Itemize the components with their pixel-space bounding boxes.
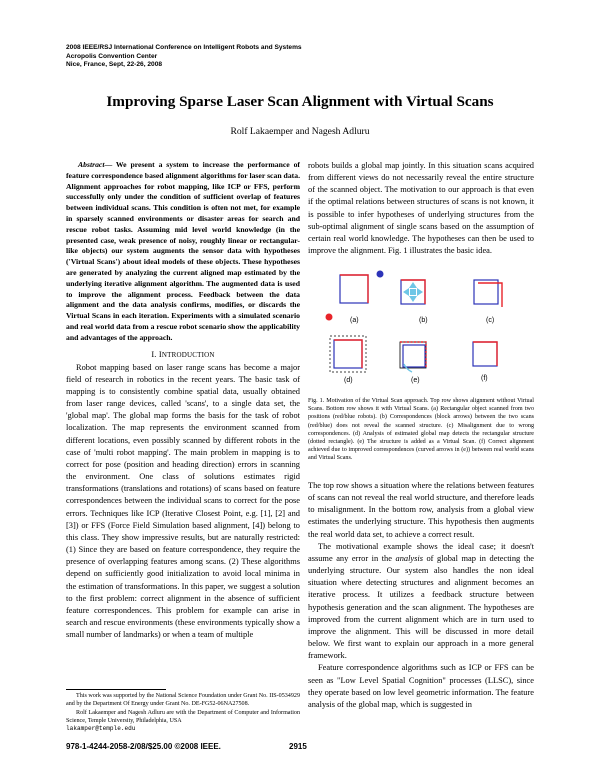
label-e: (e) (411, 377, 420, 384)
red-scan-lines-a (340, 275, 368, 303)
arrow-left-icon (403, 288, 409, 296)
blue-scan-square-d (334, 340, 362, 368)
panel-d (330, 336, 366, 384)
author-email: lakamper@temple.edu (66, 725, 136, 733)
blue-scan-square-f (473, 342, 497, 366)
section-title-rest: NTRODUCTION (161, 350, 215, 359)
label-c: (c) (486, 317, 495, 324)
footnote-rule (66, 689, 166, 690)
label-a: (a) (350, 317, 359, 324)
label-f: (f) (481, 375, 488, 382)
right-paragraph-4: Feature correspondence algorithms such as ICP or FFS can be seen as "Low Level Spatial Cognition" processes (LLSC), since they operate based on low level geometric information. The feature analysis of the global map, which is suggested in (308, 663, 534, 709)
paper-authors: Rolf Lakaemper and Nagesh Adluru (230, 126, 370, 137)
p3-end: of global map in detecting the underlying structure. Our system also handles the non ideal situation where detecting structures and alignment becomes an iterative process. It utilizes a feedback structure between hypothesis generation and the scan alignment. The hypotheses are improved from the current alignment which are in turn used to improve the alignment. This will be discussed in more detail below. We first want to explain our approach in a more general framework. (308, 553, 534, 661)
section-numeral: I. (151, 349, 157, 359)
section-heading-introduction (66, 349, 300, 361)
panel-f (473, 342, 497, 382)
red-robot-a (326, 314, 333, 321)
p3-emphasis: analysis (395, 553, 423, 563)
right-paragraph-2: The top row shows a situation where the relations between features of scans can not reveal the real world structure, and therefore leads to misalignment. In the bottom row, analysis from a global view estimates the underlying structure. This hypothesis then augments the real world data set, to achieve a correct result. (308, 481, 534, 539)
page-number: 2915 (289, 742, 307, 751)
conference-header (66, 44, 302, 70)
conference-name: 2008 IEEE/RSJ International Conference on Intelligent Robots and Systems (66, 44, 302, 51)
right-paragraph-1: robots builds a global map jointly. In this situation scans acquired from different views do not necessarily reveal the entire structure of the scanned object. The motivation to our approach is that even if the optimal relations between structures of scans is not known, it is possible to infer hypotheses of underlying structures from the sub-optimal alignment of single scans based on the assumption of certain real world knowledge. The hypotheses can then be used to improve the alignment. Fig. 1 illustrates the basic idea. (308, 161, 534, 256)
panel-b (401, 280, 428, 324)
left-column (66, 160, 300, 641)
panel-e (400, 342, 426, 384)
label-d: (d) (344, 377, 353, 384)
intro-paragraph: Robot mapping based on laser range scans has become a major field of research in robotics in the recent years. The basic task of mapping is to consistently combine spatial data, usually obtained from laser range devices, called 'scans', to a single data set, the 'global map'. The global map forms the basis for the task of robot localization. The map represents the environment scanned from different locations, even possibly scanned by different robots in the case of 'multi robot mapping'. The main problem in mapping is to correct for pose (position and heading direction) errors in scanning the environment. One class of solutions estimates rigid transformations (translations and rotations) of scans based on feature correspondences between the individual scans to correct for the pose errors. Techniques like ICP (Iterative Closest Point, e.g. [1], [2] and [3]) or FFS (Force Field Simulation based alignment, [4]) belong to this class. They show impressive results, but are naturally restricted: (1) Since they are based on feature correspondence, they require the presence of overlapping features among scans. (2) These algorithms depend on sufficiently good initialization to avoid local minima in the estimation of transformations. In this paper, we suggest a solution to the first problem: correct alignment in the absence of sufficient feature correspondences. This problem for example can arise in search and rescue environments (these environments typically show a small number of landmarks) or when a team of multiple (66, 362, 300, 640)
panel-c (474, 280, 502, 324)
abstract-text: — We present a system to increase the performance of feature correspondence based alignment algorithms for laser scan data. Alignment approaches for robot mapping, like ICP or FFS, perform successfully only under the condition of sufficient overlap of features between individual scans. This condition is often not met, for example in sparsely scanned environments or disaster areas for search and rescue robot tasks. Assuming mid level world knowledge (in the presented case, weak presence of noisy, roughly linear or rectangular-like objects) our system augments the sensor data with hypotheses ('Virtual Scans') about ideal models of these objects. These hypotheses are generated by analyzing the current aligned map estimated by the underlying iterative alignment algorithm. The augmented data is used to improve the alignment process. Feedback between the data alignment and the data analysis confirms, modifies, or discards the Virtual Scans in each iteration. Experiments with a simulated scenario and real world data from a rescue robot scenario show the applicability and advantages of the approach. (66, 160, 300, 342)
blue-scan-square-e (403, 345, 425, 367)
right-column-top (308, 160, 534, 257)
footer-isbn: 978-1-4244-2058-2/08/$25.00 ©2008 IEEE. (66, 742, 221, 751)
detected-structure-dotted (330, 336, 366, 372)
arrow-down-icon (409, 296, 417, 302)
figure-1-caption (308, 397, 534, 463)
arrow-right-icon (417, 288, 423, 296)
blue-scan-square-a (340, 275, 368, 303)
abstract-label: Abstract (78, 160, 105, 169)
correspondence-arrows (403, 282, 423, 302)
conference-venue: Acropolis Convention Center (66, 52, 158, 60)
section-title-initial: I (158, 349, 162, 359)
arrow-up-icon (409, 282, 417, 288)
footnote (66, 692, 300, 733)
p3-start: The motivational example shows the ideal case; it doesn't assume any error in the (308, 541, 534, 563)
abstract (66, 160, 300, 344)
blue-robot-a (377, 271, 384, 278)
label-b: (b) (419, 317, 428, 324)
conference-date: Nice, France, Sept, 22-26, 2008 (66, 61, 163, 69)
panel-a (326, 271, 384, 325)
footnote-funding: This work was supported by the National Science Foundation under Grant No. IIS-0534929 and by the Department Of Energy under Grant No. DE-FG52-06NA27508. (66, 693, 300, 708)
arrow-center-icon (410, 289, 416, 295)
footnote-affiliation: Rolf Lakaemper and Nagesh Adluru are with the Department of Computer and Information Science, Temple University, Philadelphia, USA (66, 709, 300, 724)
right-column-bottom (308, 480, 534, 711)
figure-1 (308, 268, 534, 392)
paper-title: Improving Sparse Laser Scan Alignment with Virtual Scans (106, 93, 494, 110)
figure-1-diagram (308, 268, 534, 392)
red-scan-lines-f (473, 342, 497, 366)
red-scan-lines-d (334, 340, 362, 368)
right-paragraph-3 (308, 541, 534, 663)
caption-text: Fig. 1. Motivation of the Virtual Scan approach. Top row shows alignment without Virtual Scans. Bottom row shows it with Virtual Scans. (a) Rectangular object scanned from two positions (red/blue robots). (b) Correspondences (block arrows) between the two scans (red/blue) does not reveal the scanned structure. (c) Misalignment due to wrong correspondences. (d) Analysis of estimated global map detects the rectangular structure (dotted rectangle). (e) The structure is added as a Virtual Scan. (f) Correct alignment achieved due to improved correspondences (curved arrows in (e)) between real world scans and Virtual Scans. (308, 398, 534, 462)
